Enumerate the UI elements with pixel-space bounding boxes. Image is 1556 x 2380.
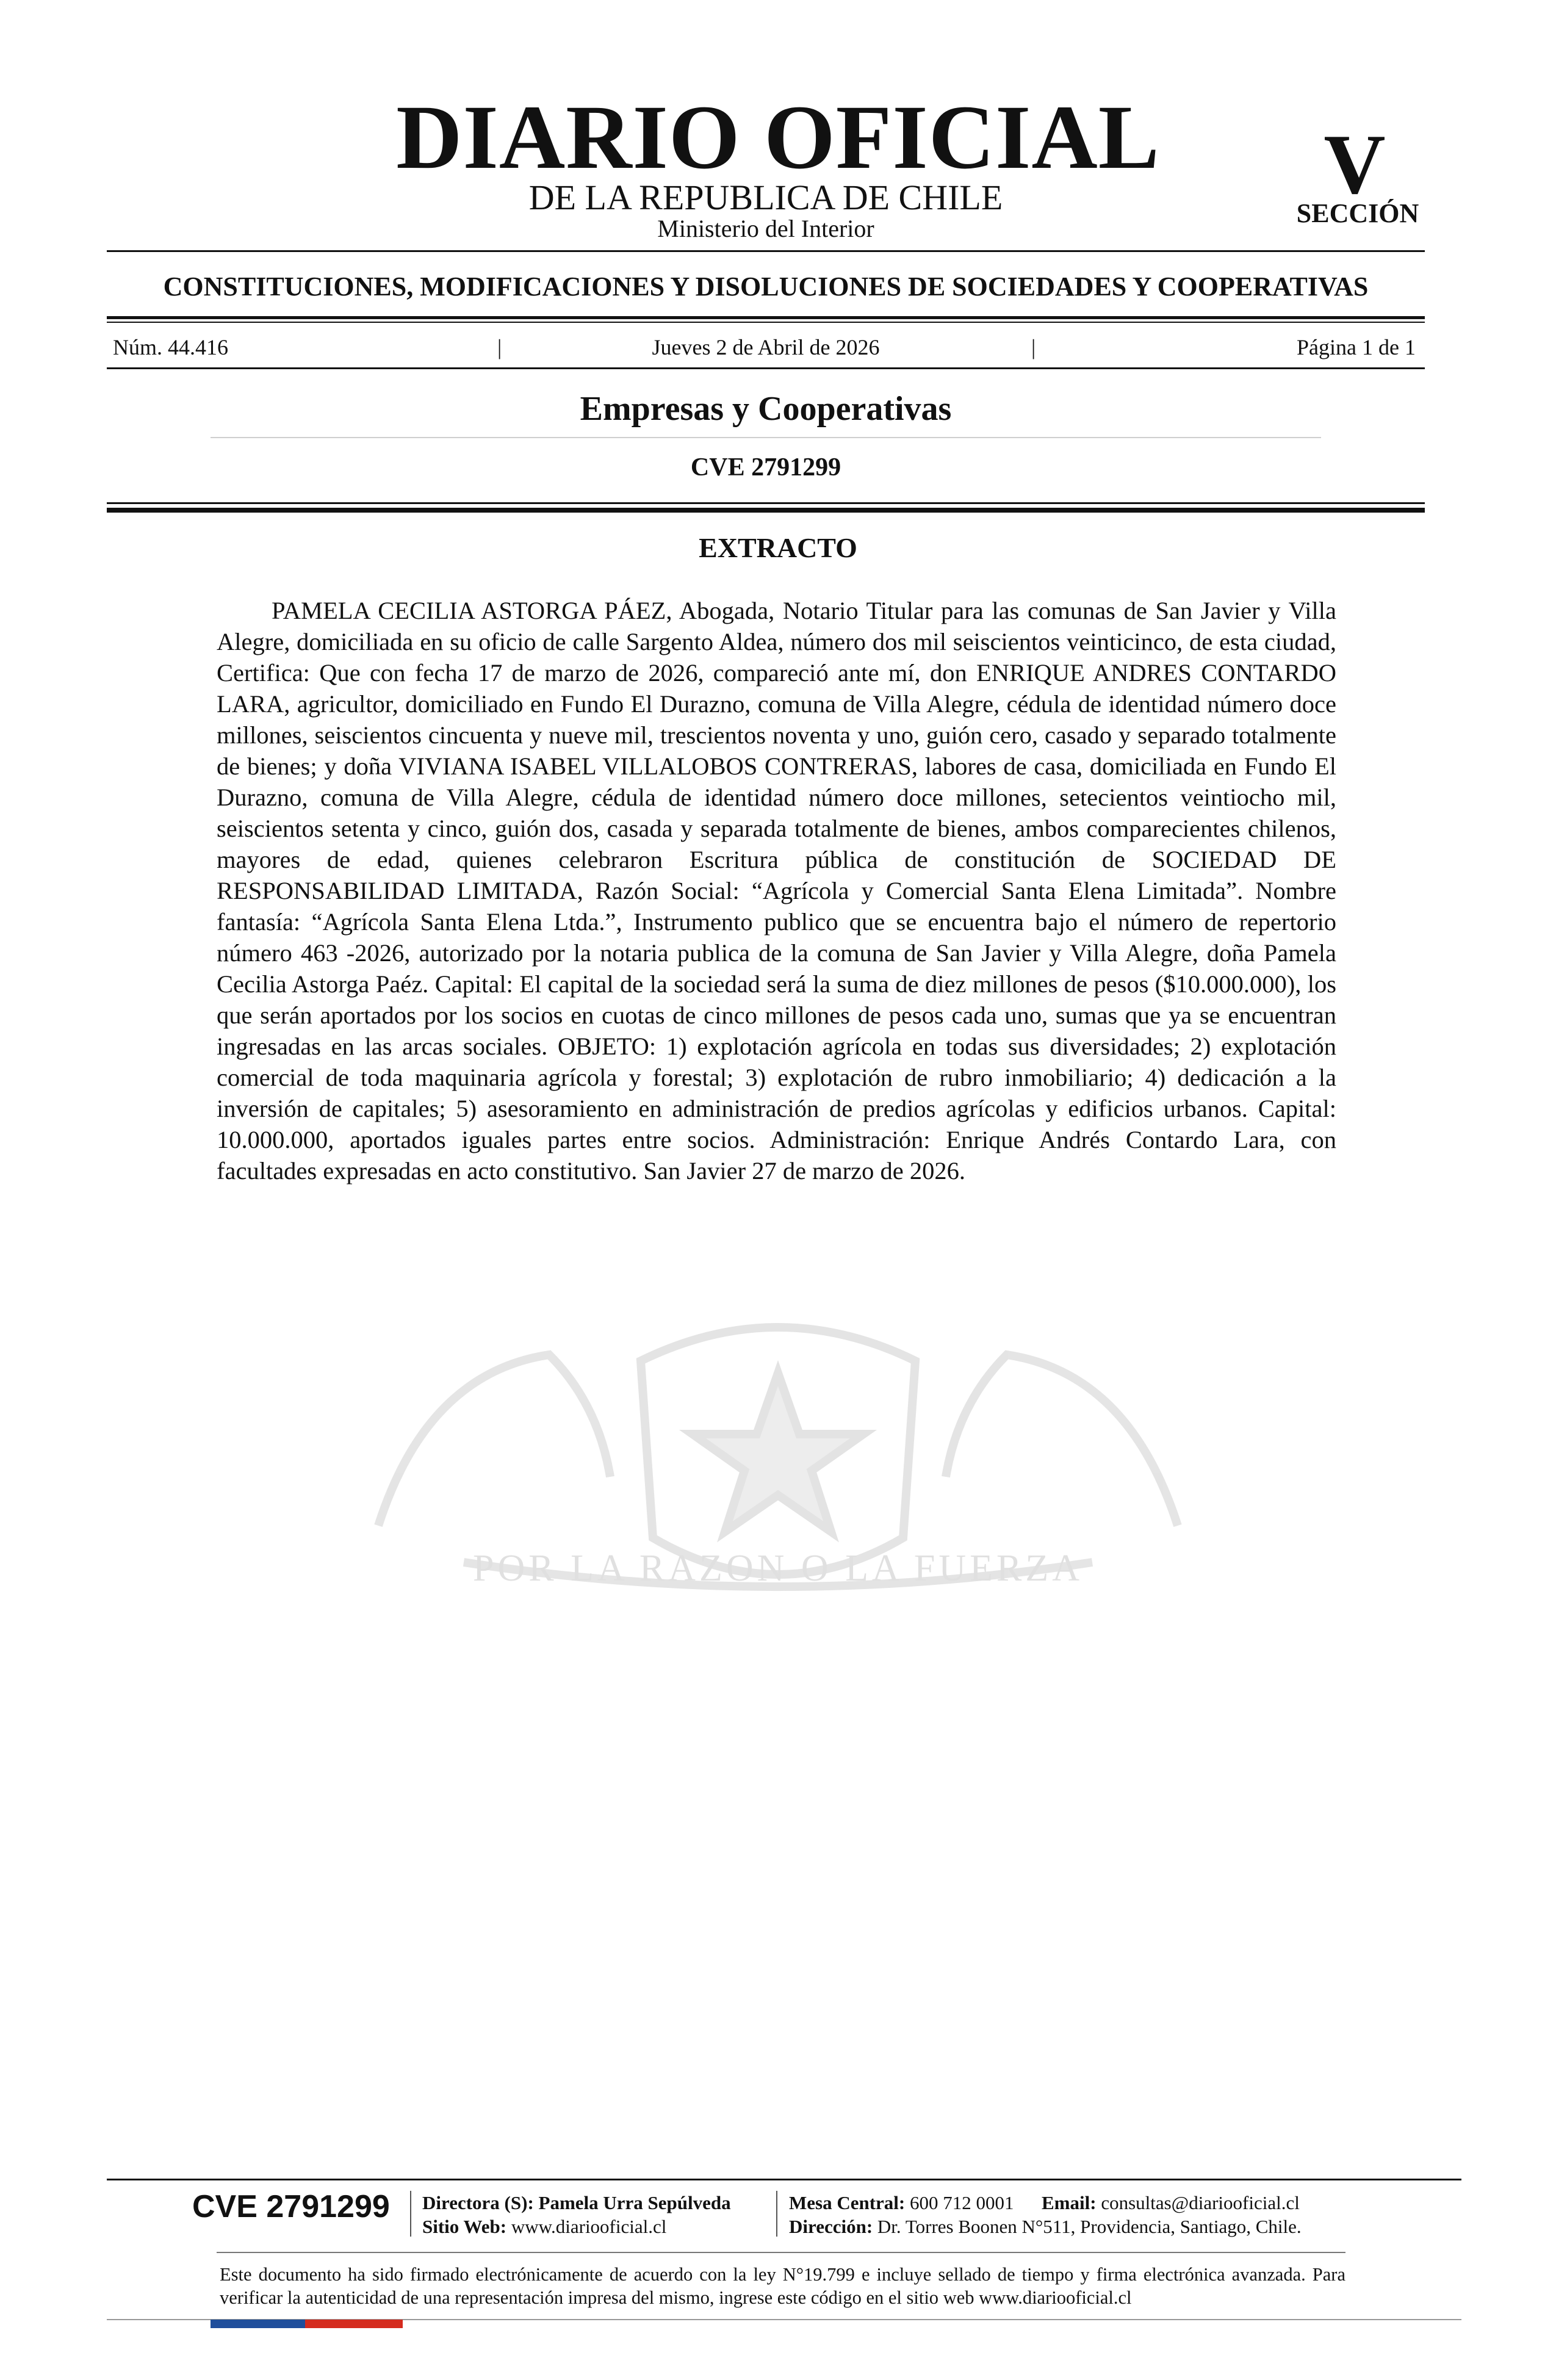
masthead-rule: [107, 250, 1425, 252]
page-number: Página 1 de 1: [1297, 335, 1416, 359]
footer-phone-email: [789, 2191, 1300, 2215]
cve-rule-thick: [107, 508, 1425, 513]
cve-rule-thin: [107, 502, 1425, 504]
website-link[interactable]: www.diariooficial.cl: [511, 2216, 667, 2237]
section-label: SECCIÓN: [1296, 198, 1419, 228]
section-title: CONSTITUCIONES, MODIFICACIONES Y DISOLUCIONES DE SOCIEDADES Y COOPERATIVAS: [163, 272, 1369, 301]
director-name: Pamela Urra Sepúlveda: [538, 2192, 731, 2213]
section-letter: V: [1324, 117, 1386, 212]
masthead-subtitle: DE LA REPUBLICA DE CHILE: [528, 178, 1003, 217]
phone-value: 600 712 0001: [910, 2192, 1014, 2213]
issue-date: Jueves 2 de Abril de 2026: [652, 335, 880, 359]
footer-cve: CVE 2791299: [192, 2189, 390, 2224]
footer-website: [422, 2215, 666, 2238]
flag-stripe-blue: [211, 2320, 305, 2328]
section-rule-top: [107, 316, 1425, 319]
flag-stripe-red: [305, 2320, 403, 2328]
footer-divider-left: [410, 2191, 411, 2237]
category-title: Empresas y Cooperativas: [580, 390, 952, 428]
footer-divider-right: [776, 2191, 777, 2237]
extract-heading: EXTRACTO: [699, 532, 857, 563]
email-label: Email:: [1042, 2192, 1097, 2213]
director-label: Directora (S):: [422, 2192, 534, 2213]
cve-code: CVE 2791299: [690, 453, 841, 481]
website-label: Sitio Web:: [422, 2216, 507, 2237]
phone-label: Mesa Central:: [789, 2192, 906, 2213]
category-rule: [211, 437, 1321, 438]
meta-separator-right: |: [1031, 335, 1036, 359]
email-link[interactable]: consultas@diariooficial.cl: [1101, 2192, 1300, 2213]
masthead-ministry: Ministerio del Interior: [657, 215, 874, 242]
footer-rule-top: [107, 2179, 1461, 2180]
footer-disclaimer: Este documento ha sido firmado electrónicamente de acuerdo con la ley N°19.799 e incluye sellado de tiempo y firma electrónica avanzada. Para verificar la autenticidad de una representación impresa del mismo, ingrese este código en el sitio web www.diariooficial.cl: [220, 2264, 1345, 2308]
address-label: Dirección:: [789, 2216, 873, 2237]
masthead-title: DIARIO OFICIAL: [396, 87, 1160, 188]
section-rule-bottom: [107, 322, 1425, 323]
seal-motto: POR LA RAZON O LA FUERZA: [472, 1548, 1084, 1589]
meta-separator-left: |: [497, 335, 502, 359]
meta-rule: [107, 367, 1425, 369]
footer-rule-middle: [217, 2252, 1345, 2253]
footer-director: [422, 2191, 731, 2215]
extract-body: PAMELA CECILIA ASTORGA PÁEZ, Abogada, Notario Titular para las comunas de San Javier y Villa Alegre, domiciliada en su oficio de calle Sargento Aldea, número dos mil seiscientos veinticinco, de esta ciudad, Certifica: Que con fecha 17 de marzo de 2026, compareció ante mí, don ENRIQUE ANDRES CONTARDO LARA, agricultor, domiciliado en Fundo El Durazno, comuna de Villa Alegre, cédula de identidad número doce millones, seiscientos cincuenta y nueve mil, trescientos noventa y uno, guión cero, casado y separado totalmente de bienes; y doña VIVIANA ISABEL VILLALOBOS CONTRERAS, labores de casa, domiciliada en Fundo El Durazno, comuna de Villa Alegre, cédula de identidad número doce millones, setecientos veintiocho mil, seiscientos setenta y cinco, guión dos, casada y separada totalmente de bienes, ambos comparecientes chilenos, mayores de edad, quienes celebraron Escritura pública de constitución de SOCIEDAD DE RESPONSABILIDAD LIMITADA, Razón Social: “Agrícola y Comercial Santa Elena Limitada”. Nombre fantasía: “Agrícola Santa Elena Ltda.”, Instrumento publico que se encuentra bajo el número de repertorio número 463 -2026, autorizado por la notaria publica de la comuna de San Javier y Villa Alegre, doña Pamela Cecilia Astorga Paéz. Capital: El capital de la sociedad será la suma de diez millones de pesos ($10.000.000), los que serán aportados por los socios en cuotas de cinco millones de pesos cada uno, sumas que ya se encuentran ingresadas en las arcas sociales. OBJETO: 1) explotación agrícola en todas sus diversidades; 2) explotación comercial de toda maquinaria agrícola y forestal; 3) explotación de rubro inmobiliario; 4) dedicación a la inversión de capitales; 5) asesoramiento en administración de predios agrícolas y edificios urbanos. Capital: 10.000.000, aportados iguales partes entre socios. Administración: Enrique Andrés Contardo Lara, con facultades expresadas en acto constitutivo. San Javier 27 de marzo de 2026.: [217, 597, 1336, 1185]
coat-of-arms-watermark: [0, 1221, 1556, 1709]
footer-address: [789, 2215, 1302, 2238]
issue-number: Núm. 44.416: [113, 335, 228, 359]
address-value: Dr. Torres Boonen N°511, Providencia, Santiago, Chile.: [877, 2216, 1302, 2237]
